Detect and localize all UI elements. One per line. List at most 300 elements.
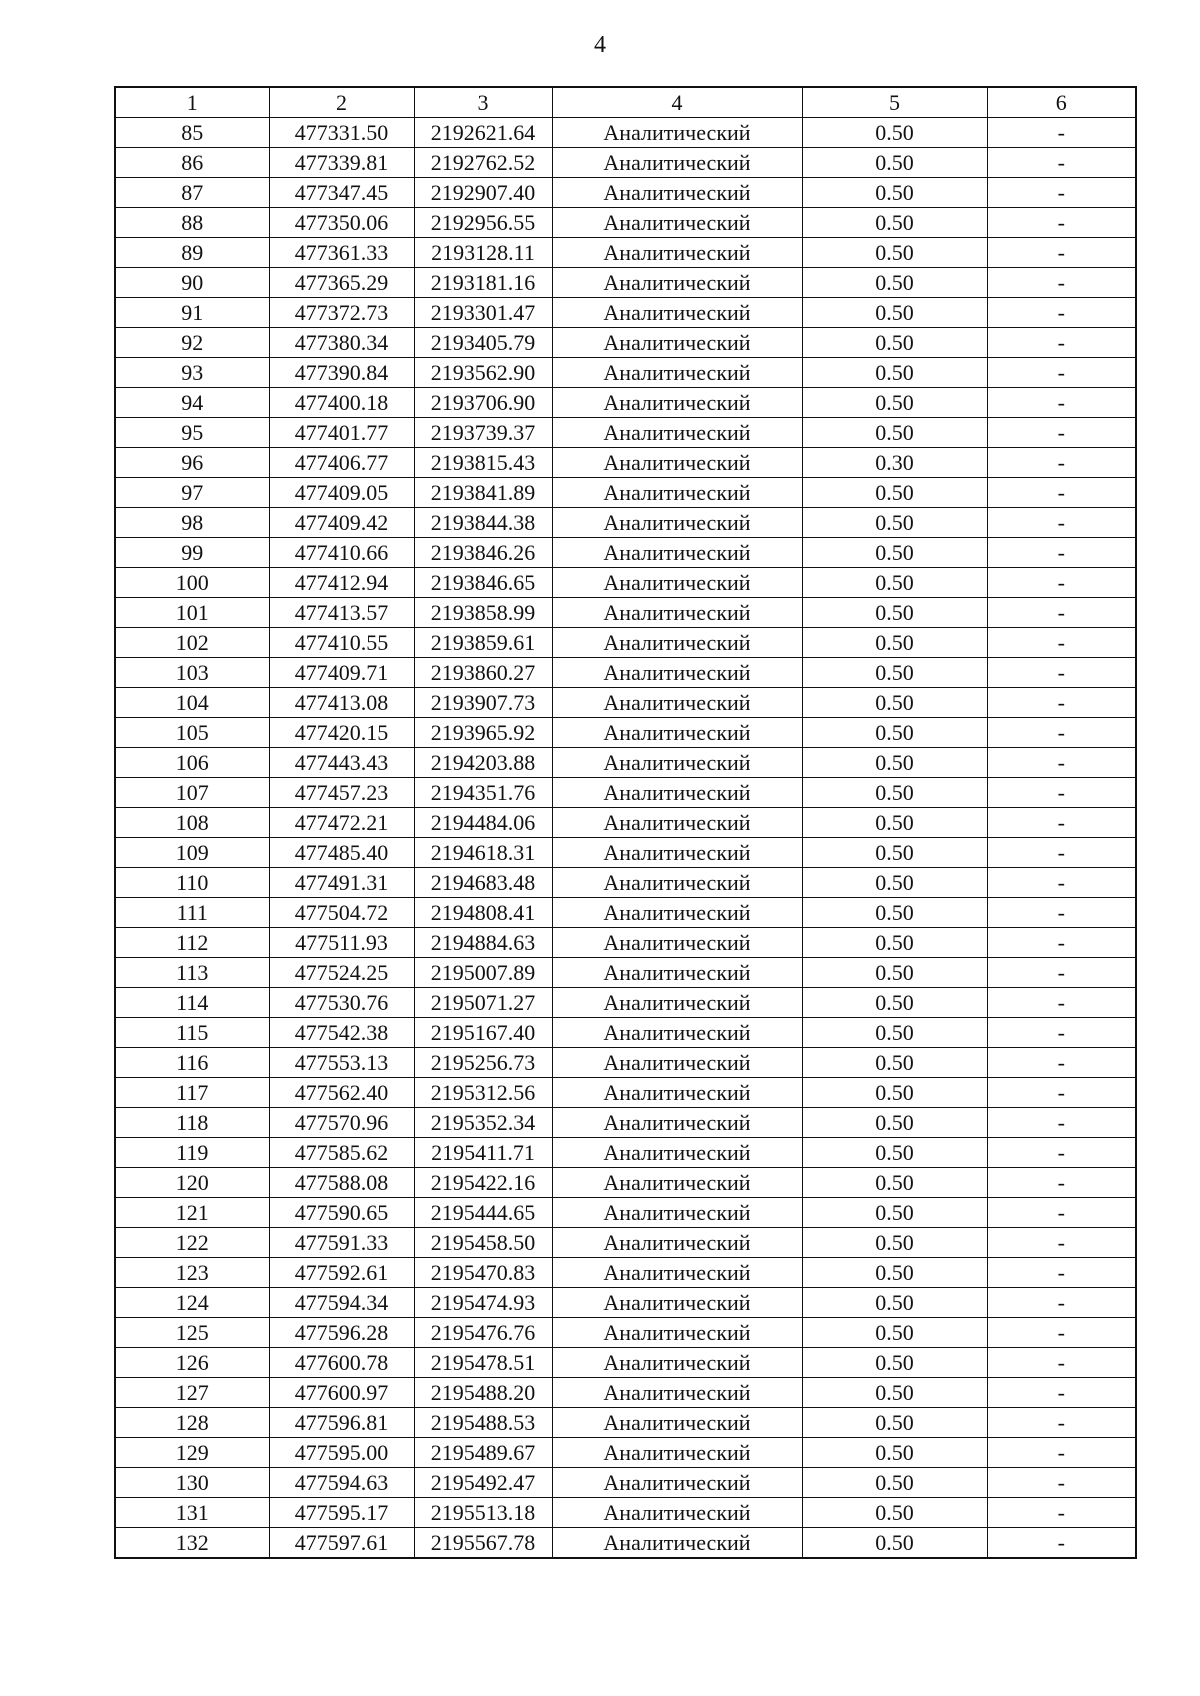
cell-accuracy: 0.50 (802, 958, 987, 988)
cell-x-coordinate: 477457.23 (269, 778, 414, 808)
cell-note: - (987, 328, 1136, 358)
cell-note: - (987, 1408, 1136, 1438)
cell-method: Аналитический (552, 268, 802, 298)
column-header-6: 6 (987, 87, 1136, 118)
cell-method: Аналитический (552, 508, 802, 538)
table-row (115, 1498, 1136, 1528)
cell-y-coordinate: 2195488.53 (414, 1408, 552, 1438)
cell-x-coordinate: 477361.33 (269, 238, 414, 268)
column-header-3: 3 (414, 87, 552, 118)
cell-y-coordinate: 2193405.79 (414, 328, 552, 358)
cell-point-number: 123 (115, 1258, 269, 1288)
cell-note: - (987, 568, 1136, 598)
cell-accuracy: 0.50 (802, 838, 987, 868)
cell-accuracy: 0.50 (802, 1288, 987, 1318)
cell-y-coordinate: 2195167.40 (414, 1018, 552, 1048)
cell-point-number: 117 (115, 1078, 269, 1108)
cell-note: - (987, 1048, 1136, 1078)
cell-x-coordinate: 477372.73 (269, 298, 414, 328)
cell-y-coordinate: 2195256.73 (414, 1048, 552, 1078)
cell-y-coordinate: 2194203.88 (414, 748, 552, 778)
cell-y-coordinate: 2195488.20 (414, 1378, 552, 1408)
cell-note: - (987, 448, 1136, 478)
table-row (115, 1108, 1136, 1138)
cell-accuracy: 0.50 (802, 1408, 987, 1438)
cell-accuracy: 0.50 (802, 568, 987, 598)
table-row (115, 1048, 1136, 1078)
cell-point-number: 130 (115, 1468, 269, 1498)
cell-point-number: 120 (115, 1168, 269, 1198)
cell-x-coordinate: 477472.21 (269, 808, 414, 838)
cell-y-coordinate: 2194618.31 (414, 838, 552, 868)
cell-note: - (987, 718, 1136, 748)
cell-accuracy: 0.50 (802, 718, 987, 748)
cell-accuracy: 0.50 (802, 1228, 987, 1258)
cell-x-coordinate: 477570.96 (269, 1108, 414, 1138)
cell-method: Аналитический (552, 1288, 802, 1318)
table-row (115, 1228, 1136, 1258)
cell-point-number: 119 (115, 1138, 269, 1168)
table-row (115, 328, 1136, 358)
cell-x-coordinate: 477597.61 (269, 1528, 414, 1559)
cell-x-coordinate: 477542.38 (269, 1018, 414, 1048)
cell-note: - (987, 538, 1136, 568)
cell-note: - (987, 1528, 1136, 1559)
cell-method: Аналитический (552, 868, 802, 898)
cell-method: Аналитический (552, 1228, 802, 1258)
cell-method: Аналитический (552, 1438, 802, 1468)
cell-note: - (987, 388, 1136, 418)
cell-method: Аналитический (552, 1258, 802, 1288)
cell-x-coordinate: 477413.57 (269, 598, 414, 628)
cell-note: - (987, 1258, 1136, 1288)
cell-accuracy: 0.50 (802, 928, 987, 958)
cell-accuracy: 0.50 (802, 388, 987, 418)
table-row (115, 568, 1136, 598)
cell-method: Аналитический (552, 1108, 802, 1138)
cell-x-coordinate: 477594.34 (269, 1288, 414, 1318)
cell-method: Аналитический (552, 1408, 802, 1438)
cell-point-number: 118 (115, 1108, 269, 1138)
cell-method: Аналитический (552, 388, 802, 418)
cell-method: Аналитический (552, 568, 802, 598)
cell-note: - (987, 1498, 1136, 1528)
cell-method: Аналитический (552, 448, 802, 478)
cell-x-coordinate: 477409.05 (269, 478, 414, 508)
cell-accuracy: 0.50 (802, 628, 987, 658)
cell-x-coordinate: 477410.66 (269, 538, 414, 568)
cell-x-coordinate: 477413.08 (269, 688, 414, 718)
cell-y-coordinate: 2193859.61 (414, 628, 552, 658)
cell-note: - (987, 238, 1136, 268)
cell-method: Аналитический (552, 298, 802, 328)
cell-note: - (987, 268, 1136, 298)
cell-method: Аналитический (552, 208, 802, 238)
cell-point-number: 88 (115, 208, 269, 238)
cell-accuracy: 0.50 (802, 298, 987, 328)
table-row (115, 1198, 1136, 1228)
cell-method: Аналитический (552, 898, 802, 928)
cell-x-coordinate: 477600.97 (269, 1378, 414, 1408)
table-header (115, 87, 1136, 118)
cell-point-number: 114 (115, 988, 269, 1018)
cell-y-coordinate: 2194808.41 (414, 898, 552, 928)
table-row (115, 1528, 1136, 1559)
cell-x-coordinate: 477504.72 (269, 898, 414, 928)
cell-point-number: 128 (115, 1408, 269, 1438)
cell-accuracy: 0.50 (802, 1018, 987, 1048)
table-row (115, 838, 1136, 868)
table-row (115, 208, 1136, 238)
cell-y-coordinate: 2195422.16 (414, 1168, 552, 1198)
cell-note: - (987, 418, 1136, 448)
cell-y-coordinate: 2195444.65 (414, 1198, 552, 1228)
cell-accuracy: 0.50 (802, 1258, 987, 1288)
cell-accuracy: 0.50 (802, 868, 987, 898)
table-row (115, 1438, 1136, 1468)
cell-accuracy: 0.50 (802, 118, 987, 148)
table-row (115, 388, 1136, 418)
table-row (115, 1018, 1136, 1048)
table-row (115, 658, 1136, 688)
cell-method: Аналитический (552, 418, 802, 448)
table-row (115, 1258, 1136, 1288)
cell-accuracy: 0.50 (802, 1168, 987, 1198)
cell-method: Аналитический (552, 748, 802, 778)
table-row (115, 808, 1136, 838)
cell-x-coordinate: 477420.15 (269, 718, 414, 748)
cell-note: - (987, 358, 1136, 388)
cell-note: - (987, 178, 1136, 208)
cell-note: - (987, 958, 1136, 988)
cell-point-number: 97 (115, 478, 269, 508)
table-row (115, 1138, 1136, 1168)
cell-y-coordinate: 2195478.51 (414, 1348, 552, 1378)
table-row (115, 1318, 1136, 1348)
cell-accuracy: 0.50 (802, 478, 987, 508)
cell-method: Аналитический (552, 1168, 802, 1198)
cell-note: - (987, 1348, 1136, 1378)
cell-x-coordinate: 477595.00 (269, 1438, 414, 1468)
cell-accuracy: 0.50 (802, 238, 987, 268)
cell-note: - (987, 1318, 1136, 1348)
cell-point-number: 100 (115, 568, 269, 598)
cell-accuracy: 0.50 (802, 1468, 987, 1498)
table-row (115, 538, 1136, 568)
cell-x-coordinate: 477339.81 (269, 148, 414, 178)
cell-method: Аналитический (552, 478, 802, 508)
cell-x-coordinate: 477594.63 (269, 1468, 414, 1498)
cell-note: - (987, 298, 1136, 328)
cell-accuracy: 0.50 (802, 658, 987, 688)
cell-y-coordinate: 2193815.43 (414, 448, 552, 478)
cell-x-coordinate: 477347.45 (269, 178, 414, 208)
cell-y-coordinate: 2193301.47 (414, 298, 552, 328)
table-row (115, 988, 1136, 1018)
cell-accuracy: 0.50 (802, 688, 987, 718)
cell-y-coordinate: 2192621.64 (414, 118, 552, 148)
coordinates-table (114, 86, 1137, 1559)
cell-point-number: 93 (115, 358, 269, 388)
cell-x-coordinate: 477443.43 (269, 748, 414, 778)
table-row (115, 478, 1136, 508)
table-row (115, 118, 1136, 148)
cell-x-coordinate: 477595.17 (269, 1498, 414, 1528)
column-header-4: 4 (552, 87, 802, 118)
cell-point-number: 102 (115, 628, 269, 658)
page-number: 4 (594, 32, 606, 58)
cell-point-number: 99 (115, 538, 269, 568)
cell-method: Аналитический (552, 1138, 802, 1168)
table-row (115, 508, 1136, 538)
cell-note: - (987, 1288, 1136, 1318)
table-row (115, 238, 1136, 268)
cell-point-number: 89 (115, 238, 269, 268)
table-row (115, 928, 1136, 958)
cell-y-coordinate: 2193846.65 (414, 568, 552, 598)
cell-note: - (987, 688, 1136, 718)
cell-point-number: 92 (115, 328, 269, 358)
cell-y-coordinate: 2193907.73 (414, 688, 552, 718)
cell-x-coordinate: 477409.71 (269, 658, 414, 688)
cell-y-coordinate: 2193128.11 (414, 238, 552, 268)
cell-note: - (987, 868, 1136, 898)
cell-point-number: 107 (115, 778, 269, 808)
cell-method: Аналитический (552, 148, 802, 178)
table-row (115, 268, 1136, 298)
cell-accuracy: 0.50 (802, 508, 987, 538)
cell-accuracy: 0.50 (802, 208, 987, 238)
cell-point-number: 131 (115, 1498, 269, 1528)
cell-method: Аналитический (552, 1018, 802, 1048)
column-header-2: 2 (269, 87, 414, 118)
cell-point-number: 96 (115, 448, 269, 478)
cell-method: Аналитический (552, 598, 802, 628)
cell-point-number: 98 (115, 508, 269, 538)
cell-method: Аналитический (552, 1078, 802, 1108)
cell-note: - (987, 1228, 1136, 1258)
cell-accuracy: 0.50 (802, 1318, 987, 1348)
cell-x-coordinate: 477591.33 (269, 1228, 414, 1258)
table-row (115, 1408, 1136, 1438)
table-row (115, 868, 1136, 898)
cell-accuracy: 0.50 (802, 1138, 987, 1168)
cell-accuracy: 0.50 (802, 1198, 987, 1228)
cell-note: - (987, 778, 1136, 808)
cell-y-coordinate: 2195007.89 (414, 958, 552, 988)
cell-note: - (987, 208, 1136, 238)
cell-point-number: 121 (115, 1198, 269, 1228)
cell-x-coordinate: 477401.77 (269, 418, 414, 448)
cell-y-coordinate: 2194884.63 (414, 928, 552, 958)
cell-point-number: 110 (115, 868, 269, 898)
cell-y-coordinate: 2193846.26 (414, 538, 552, 568)
cell-y-coordinate: 2195411.71 (414, 1138, 552, 1168)
cell-y-coordinate: 2193562.90 (414, 358, 552, 388)
cell-note: - (987, 1018, 1136, 1048)
table-row (115, 958, 1136, 988)
cell-y-coordinate: 2194351.76 (414, 778, 552, 808)
cell-y-coordinate: 2195352.34 (414, 1108, 552, 1138)
cell-method: Аналитический (552, 718, 802, 748)
cell-accuracy: 0.50 (802, 1378, 987, 1408)
cell-point-number: 87 (115, 178, 269, 208)
cell-x-coordinate: 477365.29 (269, 268, 414, 298)
cell-method: Аналитический (552, 538, 802, 568)
cell-point-number: 122 (115, 1228, 269, 1258)
cell-note: - (987, 1378, 1136, 1408)
column-header-5: 5 (802, 87, 987, 118)
cell-y-coordinate: 2193965.92 (414, 718, 552, 748)
cell-accuracy: 0.50 (802, 1078, 987, 1108)
cell-accuracy: 0.30 (802, 448, 987, 478)
cell-accuracy: 0.50 (802, 1438, 987, 1468)
cell-point-number: 113 (115, 958, 269, 988)
table-row (115, 718, 1136, 748)
cell-accuracy: 0.50 (802, 148, 987, 178)
table-row (115, 148, 1136, 178)
cell-point-number: 125 (115, 1318, 269, 1348)
cell-method: Аналитический (552, 658, 802, 688)
cell-x-coordinate: 477530.76 (269, 988, 414, 1018)
cell-note: - (987, 598, 1136, 628)
cell-note: - (987, 808, 1136, 838)
cell-point-number: 106 (115, 748, 269, 778)
cell-y-coordinate: 2193844.38 (414, 508, 552, 538)
cell-method: Аналитический (552, 778, 802, 808)
cell-x-coordinate: 477409.42 (269, 508, 414, 538)
cell-note: - (987, 1438, 1136, 1468)
cell-method: Аналитический (552, 688, 802, 718)
cell-point-number: 124 (115, 1288, 269, 1318)
cell-point-number: 132 (115, 1528, 269, 1559)
cell-note: - (987, 1468, 1136, 1498)
cell-note: - (987, 1108, 1136, 1138)
cell-x-coordinate: 477491.31 (269, 868, 414, 898)
cell-method: Аналитический (552, 838, 802, 868)
column-header-1: 1 (115, 87, 269, 118)
cell-y-coordinate: 2195492.47 (414, 1468, 552, 1498)
table-row (115, 1468, 1136, 1498)
cell-method: Аналитический (552, 178, 802, 208)
cell-y-coordinate: 2192762.52 (414, 148, 552, 178)
cell-method: Аналитический (552, 928, 802, 958)
cell-accuracy: 0.50 (802, 1498, 987, 1528)
cell-point-number: 127 (115, 1378, 269, 1408)
cell-note: - (987, 658, 1136, 688)
cell-point-number: 129 (115, 1438, 269, 1468)
cell-accuracy: 0.50 (802, 778, 987, 808)
table-row (115, 1288, 1136, 1318)
cell-point-number: 85 (115, 118, 269, 148)
cell-y-coordinate: 2195476.76 (414, 1318, 552, 1348)
cell-point-number: 104 (115, 688, 269, 718)
cell-y-coordinate: 2193706.90 (414, 388, 552, 418)
cell-note: - (987, 1198, 1136, 1228)
cell-x-coordinate: 477350.06 (269, 208, 414, 238)
cell-y-coordinate: 2195312.56 (414, 1078, 552, 1108)
cell-point-number: 111 (115, 898, 269, 928)
cell-point-number: 103 (115, 658, 269, 688)
table-row (115, 1378, 1136, 1408)
cell-accuracy: 0.50 (802, 898, 987, 928)
header-row (115, 87, 1136, 118)
cell-note: - (987, 898, 1136, 928)
cell-point-number: 90 (115, 268, 269, 298)
cell-note: - (987, 118, 1136, 148)
table-row (115, 628, 1136, 658)
cell-point-number: 126 (115, 1348, 269, 1378)
cell-method: Аналитический (552, 328, 802, 358)
table-row (115, 1078, 1136, 1108)
cell-x-coordinate: 477410.55 (269, 628, 414, 658)
cell-y-coordinate: 2195567.78 (414, 1528, 552, 1559)
cell-point-number: 115 (115, 1018, 269, 1048)
cell-accuracy: 0.50 (802, 328, 987, 358)
cell-y-coordinate: 2195513.18 (414, 1498, 552, 1528)
table-row (115, 358, 1136, 388)
cell-point-number: 91 (115, 298, 269, 328)
table-row (115, 178, 1136, 208)
table-row (115, 1168, 1136, 1198)
cell-method: Аналитический (552, 958, 802, 988)
cell-method: Аналитический (552, 1378, 802, 1408)
cell-y-coordinate: 2195474.93 (414, 1288, 552, 1318)
cell-accuracy: 0.50 (802, 358, 987, 388)
cell-x-coordinate: 477592.61 (269, 1258, 414, 1288)
cell-y-coordinate: 2193841.89 (414, 478, 552, 508)
cell-x-coordinate: 477588.08 (269, 1168, 414, 1198)
cell-accuracy: 0.50 (802, 598, 987, 628)
cell-method: Аналитический (552, 628, 802, 658)
cell-method: Аналитический (552, 988, 802, 1018)
cell-x-coordinate: 477562.40 (269, 1078, 414, 1108)
cell-x-coordinate: 477600.78 (269, 1348, 414, 1378)
cell-accuracy: 0.50 (802, 1348, 987, 1378)
table-row (115, 298, 1136, 328)
cell-x-coordinate: 477380.34 (269, 328, 414, 358)
cell-note: - (987, 928, 1136, 958)
cell-x-coordinate: 477524.25 (269, 958, 414, 988)
cell-x-coordinate: 477590.65 (269, 1198, 414, 1228)
table-row (115, 688, 1136, 718)
cell-method: Аналитический (552, 808, 802, 838)
table-row (115, 1348, 1136, 1378)
cell-method: Аналитический (552, 1348, 802, 1378)
cell-x-coordinate: 477585.62 (269, 1138, 414, 1168)
cell-x-coordinate: 477553.13 (269, 1048, 414, 1078)
cell-point-number: 109 (115, 838, 269, 868)
cell-y-coordinate: 2195071.27 (414, 988, 552, 1018)
cell-method: Аналитический (552, 1528, 802, 1559)
cell-point-number: 86 (115, 148, 269, 178)
cell-accuracy: 0.50 (802, 418, 987, 448)
cell-method: Аналитический (552, 1048, 802, 1078)
cell-y-coordinate: 2193739.37 (414, 418, 552, 448)
cell-accuracy: 0.50 (802, 178, 987, 208)
table-row (115, 448, 1136, 478)
cell-method: Аналитический (552, 358, 802, 388)
cell-x-coordinate: 477596.81 (269, 1408, 414, 1438)
cell-y-coordinate: 2194683.48 (414, 868, 552, 898)
cell-note: - (987, 1168, 1136, 1198)
cell-note: - (987, 628, 1136, 658)
cell-note: - (987, 1138, 1136, 1168)
table-body (115, 118, 1136, 1559)
cell-y-coordinate: 2194484.06 (414, 808, 552, 838)
cell-x-coordinate: 477596.28 (269, 1318, 414, 1348)
cell-y-coordinate: 2192956.55 (414, 208, 552, 238)
